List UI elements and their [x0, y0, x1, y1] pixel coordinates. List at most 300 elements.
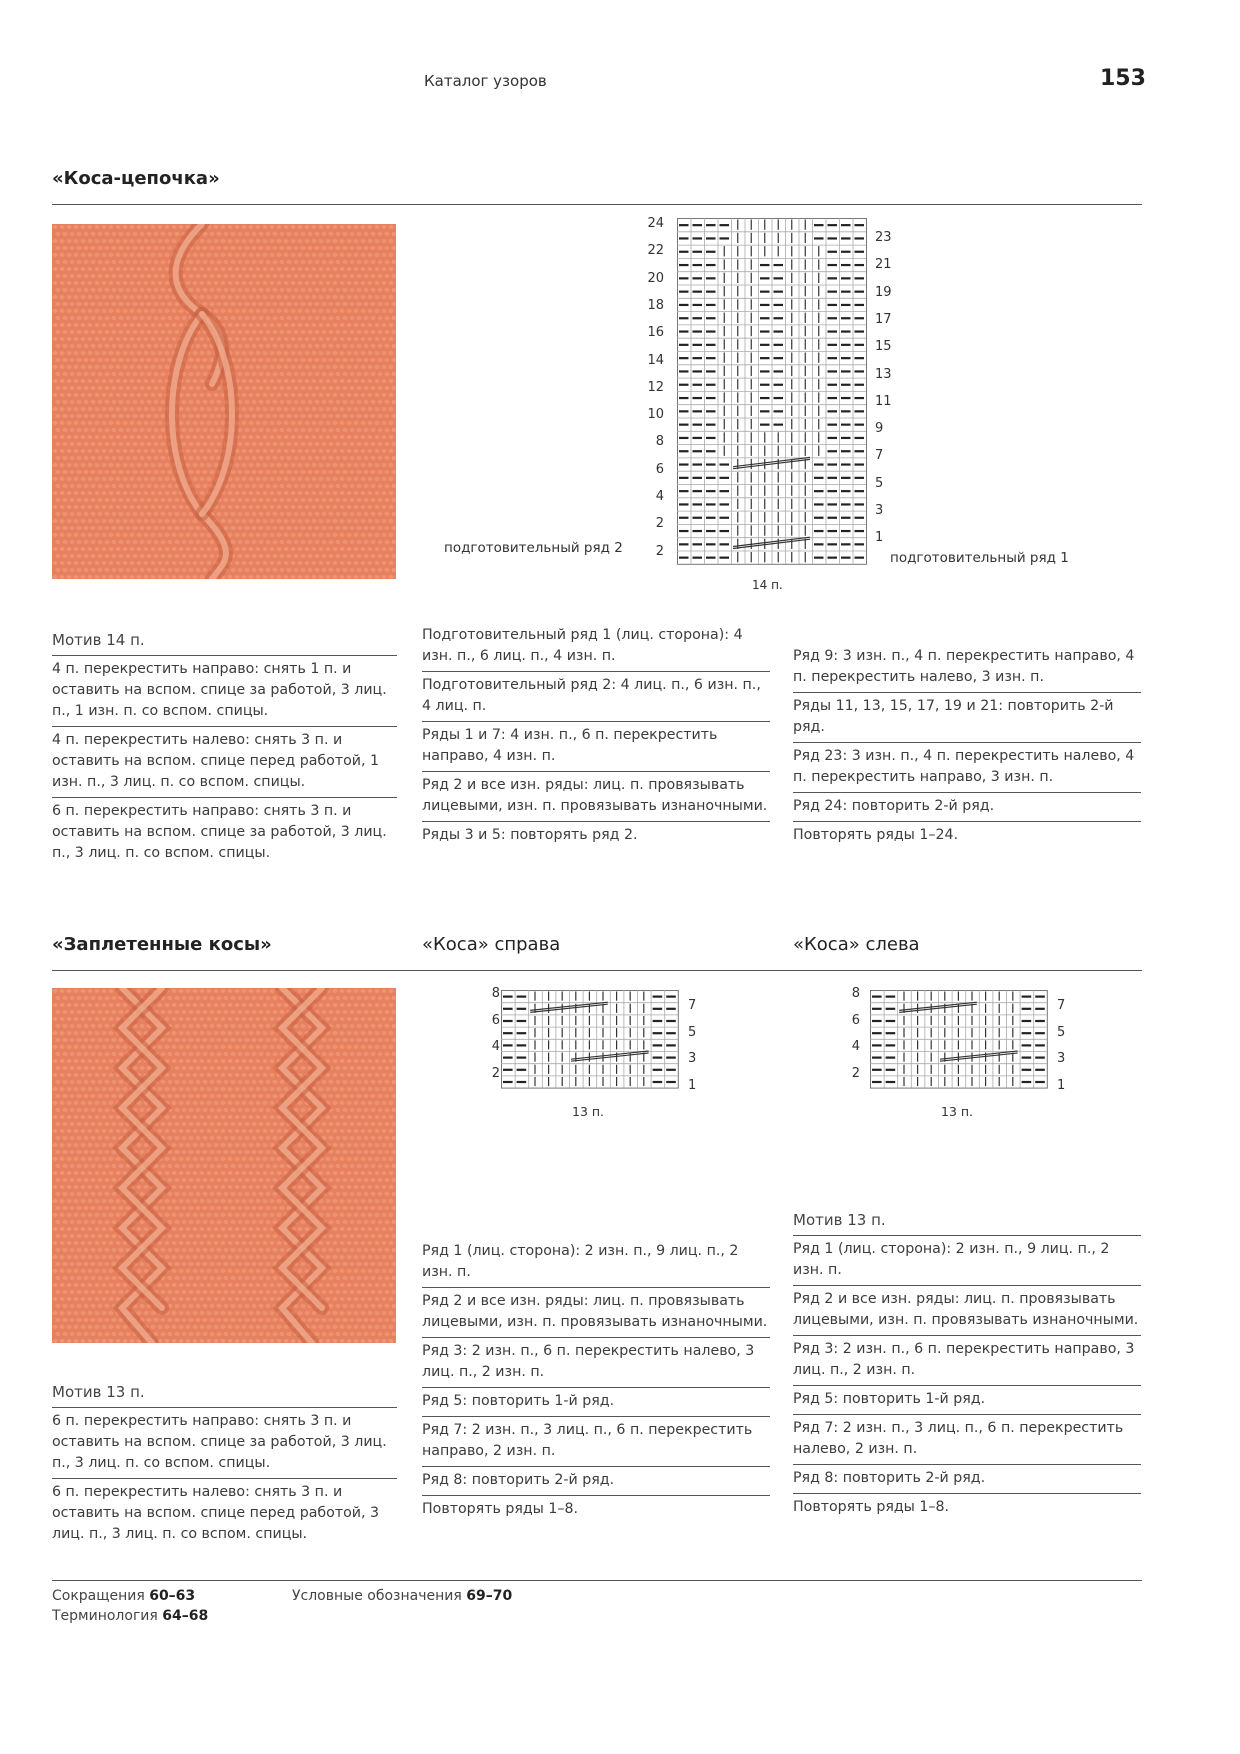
stitch-texture — [83, 484, 88, 488]
stitch-texture — [248, 449, 253, 453]
stitch-texture — [360, 449, 365, 453]
stitch-texture — [178, 1157, 183, 1161]
stitch-texture — [181, 554, 186, 558]
stitch-texture — [342, 1136, 347, 1140]
stitch-texture — [230, 1010, 235, 1014]
stitch-texture — [90, 400, 95, 404]
stitch-texture — [374, 463, 379, 467]
stitch-texture — [104, 1262, 109, 1266]
stitch-texture — [367, 1031, 372, 1035]
stitch-texture — [90, 428, 95, 432]
stitch-texture — [52, 561, 57, 565]
stitch-texture — [94, 1129, 99, 1133]
stitch-texture — [342, 1192, 347, 1196]
stitch-texture — [230, 302, 235, 306]
stitch-texture — [377, 386, 382, 390]
stitch-texture — [367, 281, 372, 285]
stitch-texture — [195, 1234, 200, 1238]
stitch-texture — [241, 519, 246, 523]
stitch-texture — [143, 491, 148, 495]
legend-item: 4 п. перекрестить налево: снять 3 п. и оставить на вспом. спице перед работой, 1 изн. п., 3 лиц. п. со вспом. спицы. — [52, 727, 397, 798]
stitch-texture — [136, 407, 141, 411]
stitch-texture — [195, 1066, 200, 1070]
stitch-texture — [223, 1234, 228, 1238]
stitch-texture — [62, 1262, 67, 1266]
stitch-texture — [125, 288, 130, 292]
stitch-texture — [115, 351, 120, 355]
stitch-texture — [339, 239, 344, 243]
stitch-texture — [115, 1003, 120, 1007]
stitch-texture — [171, 519, 176, 523]
stitch-texture — [90, 1024, 95, 1028]
stitch-texture — [66, 1227, 71, 1231]
stitch-texture — [269, 1241, 274, 1245]
stitch-texture — [188, 428, 193, 432]
stitch-texture — [174, 1038, 179, 1042]
stitch-texture — [272, 498, 277, 502]
stitch-texture — [136, 547, 141, 551]
stitch-texture — [80, 1087, 85, 1091]
stitch-texture — [94, 267, 99, 271]
stitch-texture — [62, 232, 67, 236]
stitch-texture — [258, 1108, 263, 1112]
stitch-texture — [237, 1066, 242, 1070]
stitch-texture — [384, 1038, 389, 1042]
stitch-texture — [153, 260, 158, 264]
stitch-texture — [192, 1129, 197, 1133]
stitch-texture — [321, 512, 326, 516]
stitch-texture — [353, 1115, 358, 1119]
stitch-texture — [367, 379, 372, 383]
stitch-texture — [384, 1010, 389, 1014]
stitch-texture — [157, 463, 162, 467]
stitch-texture — [129, 295, 134, 299]
stitch-texture — [230, 1192, 235, 1196]
stitch-texture — [251, 232, 256, 236]
stitch-texture — [59, 267, 64, 271]
stitch-texture — [360, 1213, 365, 1217]
stitch-texture — [360, 1171, 365, 1175]
stitch-texture — [311, 575, 316, 579]
stitch-texture — [83, 302, 88, 306]
stitch-texture — [311, 407, 316, 411]
stitch-texture — [255, 505, 260, 509]
stitch-texture — [377, 554, 382, 558]
stitch-texture — [353, 379, 358, 383]
stitch-texture — [69, 386, 74, 390]
stitch-texture — [335, 344, 340, 348]
stitch-texture — [363, 1108, 368, 1112]
stitch-texture — [199, 1003, 204, 1007]
stitch-texture — [139, 526, 144, 530]
stitch-texture — [227, 1255, 232, 1259]
stitch-texture — [80, 421, 85, 425]
stitch-texture — [265, 386, 270, 390]
stitch-texture — [388, 435, 393, 439]
stitch-texture — [234, 1003, 239, 1007]
stitch-texture — [115, 561, 120, 565]
stitch-texture — [73, 519, 78, 523]
stitch-texture — [346, 1115, 351, 1119]
stitch-texture — [360, 379, 365, 383]
stitch-texture — [332, 1073, 337, 1077]
stitch-texture — [83, 512, 88, 516]
stitch-texture — [258, 302, 263, 306]
stitch-texture — [59, 1045, 64, 1049]
stitch-texture — [381, 519, 386, 523]
stitch-texture — [136, 225, 141, 229]
stitch-texture — [111, 1178, 116, 1182]
stitch-texture — [360, 533, 365, 537]
stitch-texture — [129, 435, 134, 439]
stitch-texture — [363, 512, 368, 516]
stitch-texture — [101, 1017, 106, 1021]
stitch-texture — [363, 386, 368, 390]
stitch-texture — [83, 1234, 88, 1238]
stitch-texture — [349, 498, 354, 502]
stitch-texture — [356, 260, 361, 264]
row-number: 20 — [647, 270, 664, 286]
stitch-texture — [59, 533, 64, 537]
stitch-texture — [388, 337, 393, 341]
stitch-texture — [286, 456, 291, 460]
stitch-texture — [244, 1024, 249, 1028]
stitch-texture — [174, 498, 179, 502]
stitch-texture — [223, 512, 228, 516]
stitch-texture — [374, 379, 379, 383]
stitch-texture — [55, 568, 60, 572]
stitch-texture — [111, 1122, 116, 1126]
stitch-texture — [80, 323, 85, 327]
stitch-texture — [367, 519, 372, 523]
stitch-texture — [325, 491, 330, 495]
stitch-texture — [374, 309, 379, 313]
stitch-texture — [356, 1066, 361, 1070]
stitch-texture — [132, 526, 137, 530]
stitch-texture — [118, 1206, 123, 1210]
stitch-texture — [174, 1066, 179, 1070]
stitch-texture — [255, 1157, 260, 1161]
stitch-texture — [297, 351, 302, 355]
stitch-texture — [241, 435, 246, 439]
stitch-texture — [206, 1143, 211, 1147]
stitch-texture — [76, 1206, 81, 1210]
stitch-texture — [136, 1227, 141, 1231]
stitch-texture — [227, 281, 232, 285]
stitch-texture — [90, 540, 95, 544]
stitch-texture — [339, 1241, 344, 1245]
stitch-texture — [234, 1241, 239, 1245]
stitch-texture — [153, 428, 158, 432]
stitch-texture — [272, 996, 277, 1000]
stitch-texture — [346, 575, 351, 579]
stitch-texture — [97, 316, 102, 320]
stitch-texture — [76, 330, 81, 334]
stitch-texture — [76, 1150, 81, 1154]
stitch-texture — [104, 1206, 109, 1210]
stitch-texture — [87, 379, 92, 383]
stitch-texture — [230, 1094, 235, 1098]
stitch-texture — [332, 225, 337, 229]
instruction-row: Ряд 24: повторить 2-й ряд. — [793, 793, 1141, 822]
stitch-texture — [90, 484, 95, 488]
stitch-texture — [59, 449, 64, 453]
stitch-texture — [272, 1178, 277, 1182]
pattern1-swatch-photo — [52, 224, 396, 579]
stitch-texture — [244, 316, 249, 320]
stitch-texture — [279, 260, 284, 264]
stitch-texture — [195, 1108, 200, 1112]
stitch-texture — [150, 463, 155, 467]
stitch-texture — [181, 512, 186, 516]
stitch-texture — [251, 526, 256, 530]
stitch-texture — [255, 435, 260, 439]
stitch-texture — [360, 1003, 365, 1007]
stitch-texture — [199, 575, 204, 579]
stitch-texture — [178, 1129, 183, 1133]
stitch-texture — [213, 1255, 218, 1259]
stitch-texture — [363, 316, 368, 320]
stitch-texture — [118, 302, 123, 306]
stitch-texture — [360, 393, 365, 397]
stitch-texture — [339, 225, 344, 229]
stitch-texture — [83, 260, 88, 264]
stitch-texture — [300, 302, 305, 306]
stitch-texture — [269, 1129, 274, 1133]
stitch-texture — [367, 477, 372, 481]
stitch-texture — [73, 379, 78, 383]
stitch-texture — [328, 330, 333, 334]
stitch-texture — [157, 309, 162, 313]
stitch-texture — [55, 1262, 60, 1266]
stitch-texture — [146, 400, 151, 404]
stitch-texture — [353, 393, 358, 397]
stitch-texture — [377, 1136, 382, 1140]
stitch-texture — [178, 505, 183, 509]
stitch-texture — [353, 1185, 358, 1189]
stitch-texture — [384, 330, 389, 334]
stitch-texture — [251, 1108, 256, 1112]
stitch-texture — [125, 232, 130, 236]
stitch-texture — [143, 533, 148, 537]
stitch-texture — [234, 1045, 239, 1049]
stitch-texture — [87, 1255, 92, 1259]
stitch-texture — [52, 1157, 57, 1161]
stitch-texture — [174, 232, 179, 236]
stitch-texture — [160, 288, 165, 292]
stitch-texture — [69, 232, 74, 236]
stitch-texture — [122, 365, 127, 369]
stitch-texture — [108, 239, 113, 243]
stitch-texture — [234, 519, 239, 523]
stitch-texture — [206, 561, 211, 565]
stitch-texture — [325, 561, 330, 565]
stitch-texture — [94, 1115, 99, 1119]
stitch-texture — [157, 491, 162, 495]
stitch-texture — [230, 1248, 235, 1252]
stitch-texture — [164, 1003, 169, 1007]
stitch-texture — [202, 568, 207, 572]
stitch-texture — [94, 505, 99, 509]
stitch-texture — [160, 232, 165, 236]
stitch-texture — [276, 323, 281, 327]
stitch-texture — [353, 225, 358, 229]
stitch-texture — [325, 1241, 330, 1245]
stitch-texture — [73, 281, 78, 285]
stitch-texture — [307, 456, 312, 460]
stitch-texture — [349, 1178, 354, 1182]
stitch-texture — [153, 526, 158, 530]
stitch-texture — [293, 1066, 298, 1070]
stitch-texture — [83, 1136, 88, 1140]
stitch-texture — [251, 996, 256, 1000]
stitch-texture — [265, 1192, 270, 1196]
stitch-texture — [388, 561, 393, 565]
stitch-texture — [143, 421, 148, 425]
stitch-texture — [195, 400, 200, 404]
stitch-texture — [146, 526, 151, 530]
stitch-texture — [346, 1157, 351, 1161]
stitch-texture — [251, 456, 256, 460]
stitch-texture — [318, 547, 323, 551]
stitch-texture — [150, 295, 155, 299]
stitch-texture — [321, 568, 326, 572]
stitch-texture — [73, 1255, 78, 1259]
stitch-texture — [300, 400, 305, 404]
stitch-texture — [69, 288, 74, 292]
stitch-texture — [342, 1150, 347, 1154]
stitch-texture — [321, 442, 326, 446]
stitch-texture — [279, 372, 284, 376]
stitch-texture — [181, 1220, 186, 1224]
stitch-texture — [66, 449, 71, 453]
stitch-texture — [328, 1080, 333, 1084]
stitch-texture — [129, 519, 134, 523]
stitch-texture — [349, 372, 354, 376]
stitch-texture — [157, 435, 162, 439]
stitch-texture — [143, 449, 148, 453]
stitch-texture — [356, 554, 361, 558]
stitch-texture — [356, 344, 361, 348]
stitch-texture — [290, 477, 295, 481]
stitch-texture — [255, 1199, 260, 1203]
stitch-texture — [262, 253, 267, 257]
stitch-texture — [293, 428, 298, 432]
stitch-texture — [241, 1157, 246, 1161]
stitch-texture — [55, 386, 60, 390]
stitch-texture — [363, 1220, 368, 1224]
running-title: Каталог узоров — [424, 72, 547, 90]
stitch-texture — [199, 435, 204, 439]
stitch-texture — [167, 526, 172, 530]
stitch-texture — [192, 351, 197, 355]
stitch-texture — [279, 456, 284, 460]
stitch-texture — [241, 1087, 246, 1091]
stitch-texture — [353, 253, 358, 257]
stitch-texture — [325, 365, 330, 369]
stitch-texture — [80, 1213, 85, 1217]
stitch-texture — [311, 477, 316, 481]
stitch-texture — [318, 1003, 323, 1007]
stitch-texture — [97, 274, 102, 278]
stitch-texture — [188, 456, 193, 460]
stitch-texture — [66, 1003, 71, 1007]
stitch-texture — [195, 1206, 200, 1210]
stitch-texture — [290, 421, 295, 425]
stitch-texture — [356, 1248, 361, 1252]
stitch-texture — [342, 1178, 347, 1182]
stitch-texture — [143, 351, 148, 355]
stitch-texture — [157, 393, 162, 397]
stitch-texture — [388, 1143, 393, 1147]
stitch-texture — [178, 1059, 183, 1063]
stitch-texture — [143, 337, 148, 341]
stitch-texture — [255, 519, 260, 523]
stitch-texture — [332, 1003, 337, 1007]
stitch-texture — [206, 253, 211, 257]
stitch-texture — [262, 1115, 267, 1119]
stitch-texture — [87, 337, 92, 341]
stitch-texture — [318, 281, 323, 285]
stitch-texture — [167, 1052, 172, 1056]
stitch-texture — [356, 1038, 361, 1042]
stitch-texture — [209, 1010, 214, 1014]
stitch-texture — [283, 505, 288, 509]
stitch-texture — [143, 407, 148, 411]
stitch-texture — [244, 1080, 249, 1084]
stitch-texture — [374, 239, 379, 243]
stitch-texture — [55, 260, 60, 264]
stitch-texture — [73, 309, 78, 313]
stitch-texture — [272, 302, 277, 306]
stitch-texture — [104, 400, 109, 404]
stitch-texture — [199, 1045, 204, 1049]
stitch-texture — [108, 477, 113, 481]
stitch-texture — [318, 561, 323, 565]
stitch-texture — [195, 1248, 200, 1252]
stitch-texture — [377, 1094, 382, 1098]
stitch-texture — [279, 442, 284, 446]
stitch-texture — [237, 1164, 242, 1168]
stitch-texture — [153, 246, 158, 250]
stitch-texture — [363, 526, 368, 530]
stitch-texture — [234, 225, 239, 229]
stitch-texture — [136, 365, 141, 369]
stitch-texture — [234, 267, 239, 271]
stitch-texture — [381, 547, 386, 551]
stitch-texture — [76, 442, 81, 446]
stitch-texture — [332, 267, 337, 271]
stitch-texture — [160, 442, 165, 446]
stitch-texture — [374, 435, 379, 439]
stitch-texture — [164, 1087, 169, 1091]
stitch-texture — [195, 414, 200, 418]
stitch-texture — [62, 1094, 67, 1098]
stitch-texture — [276, 491, 281, 495]
stitch-texture — [356, 470, 361, 474]
stitch-texture — [360, 1143, 365, 1147]
stitch-texture — [80, 225, 85, 229]
stitch-texture — [153, 554, 158, 558]
stitch-texture — [73, 491, 78, 495]
stitch-texture — [314, 288, 319, 292]
stitch-texture — [199, 449, 204, 453]
stitch-texture — [52, 379, 57, 383]
stitch-texture — [104, 246, 109, 250]
stitch-texture — [62, 344, 67, 348]
stitch-texture — [300, 498, 305, 502]
stitch-texture — [255, 323, 260, 327]
